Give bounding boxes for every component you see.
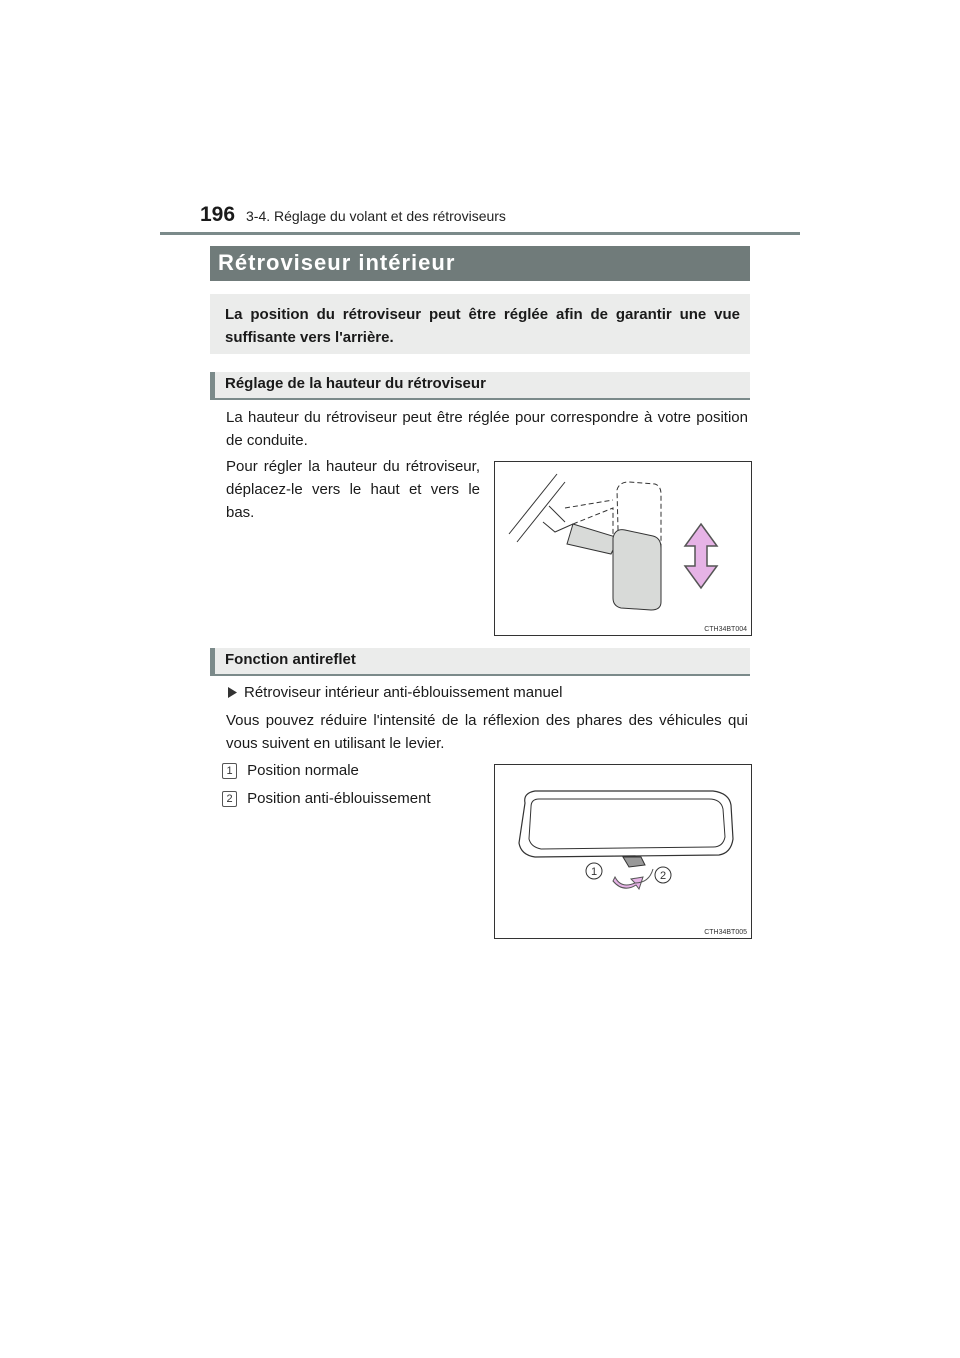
subhead-antiglare — [210, 648, 750, 676]
subhead-marker — [210, 648, 215, 674]
figure-mirror-height — [494, 461, 752, 636]
section-title-bar — [210, 246, 750, 281]
callout-2: 2 — [659, 870, 667, 882]
subhead-title: Réglage de la hauteur du rétroviseur — [225, 375, 486, 392]
mirror-height-illustration — [495, 462, 751, 635]
figure-code: CTH34BT004 — [704, 626, 747, 633]
callout-1: 1 — [590, 866, 598, 878]
subhead-title: Fonction antireflet — [225, 651, 356, 668]
figure-antiglare-mirror — [494, 764, 752, 939]
height-text-1: La hauteur du rétroviseur peut être réglée pour correspondre à votre position de conduite. — [226, 409, 748, 449]
list-item-2 — [222, 787, 431, 810]
page-number: 196 — [200, 203, 236, 226]
antiglare-mirror-illustration — [495, 765, 751, 938]
intro-box — [210, 294, 750, 354]
list-item-label: Position normale — [247, 762, 359, 779]
bullet-text: Rétroviseur intérieur anti-éblouissement manuel — [244, 684, 563, 701]
chapter-title: 3-4. Réglage du volant et des rétroviseurs — [246, 208, 506, 224]
subhead-height-adjust — [210, 372, 750, 400]
list-item-label: Position anti-éblouissement — [247, 790, 431, 807]
header-rule — [160, 232, 800, 235]
height-text-2: Pour régler la hauteur du rétroviseur, déplacez-le vers le haut et vers le bas. — [226, 458, 480, 521]
rotate-arrows-icon — [613, 869, 653, 889]
antiglare-bullet — [228, 681, 563, 704]
number-badge: 2 — [222, 791, 237, 807]
antiglare-text: Vous pouvez réduire l'intensité de la réflexion des phares des véhicules qui vous suivent en utilisant le levier. — [226, 712, 748, 752]
section-title: Rétroviseur intérieur — [218, 250, 456, 275]
number-badge: 1 — [222, 763, 237, 779]
up-down-arrow-icon — [685, 524, 717, 588]
figure-code: CTH34BT005 — [704, 929, 747, 936]
intro-text: La position du rétroviseur peut être réglée afin de garantir une vue suffisante vers l'arrière. — [225, 306, 740, 346]
bullet-triangle-icon — [228, 687, 238, 698]
subhead-marker — [210, 372, 215, 398]
list-item-1 — [222, 759, 359, 782]
